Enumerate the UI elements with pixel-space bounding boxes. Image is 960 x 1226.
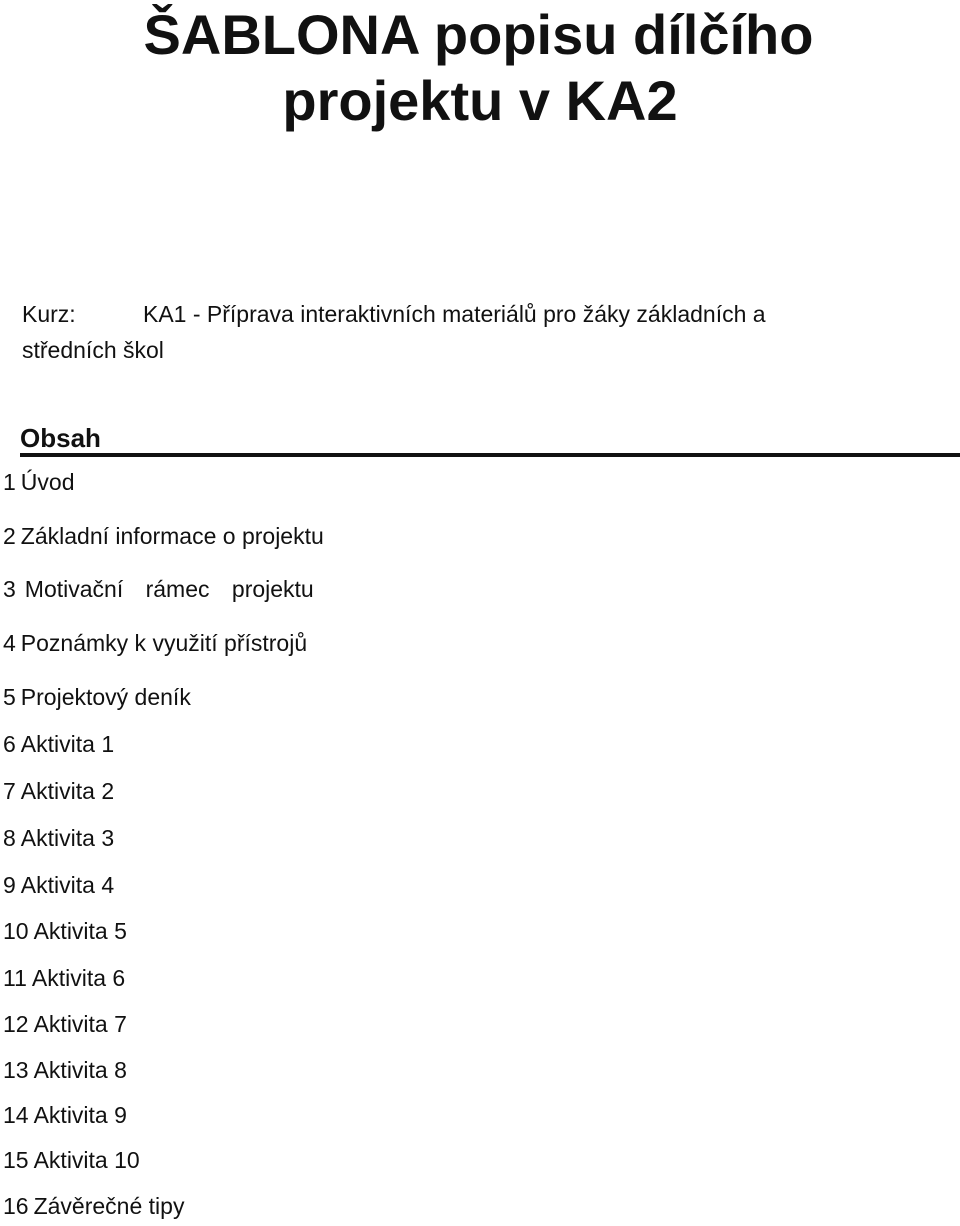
toc-item-number: 5 — [3, 684, 16, 710]
toc-item-zaverecne-tipy[interactable] — [3, 1186, 184, 1226]
toc-item-number: 10 — [3, 918, 29, 944]
course-value-line-1: KA1 - Příprava interaktivních materiálů pro žáky základních a — [143, 301, 766, 327]
toc-item-title: Základní informace o projektu — [20, 523, 324, 549]
toc-item-title: Aktivita 6 — [31, 965, 126, 991]
toc-item-zakladni-informace[interactable] — [3, 516, 324, 556]
toc-item-aktivita-6[interactable] — [3, 958, 125, 998]
toc-item-projektovy-denik[interactable] — [3, 677, 191, 717]
title-line-1: ŠABLONA popisu dílčího — [143, 3, 814, 66]
toc-item-number: 1 — [3, 469, 16, 495]
toc-item-number: 7 — [3, 778, 16, 804]
toc-item-number: 3 — [3, 576, 16, 602]
toc-item-number: 2 — [3, 523, 16, 549]
title-line-2: projektu v KA2 — [282, 69, 678, 132]
toc-item-title: Aktivita 9 — [33, 1102, 127, 1128]
toc-item-aktivita-7[interactable] — [3, 1004, 127, 1044]
toc-item-aktivita-5[interactable] — [3, 911, 127, 951]
toc-item-title: Úvod — [20, 469, 75, 495]
toc-item-motivacni-ramec[interactable] — [3, 569, 314, 609]
toc-item-number: 8 — [3, 825, 16, 851]
toc-item-aktivita-9[interactable] — [3, 1095, 127, 1135]
toc-item-title: Aktivita 1 — [20, 731, 115, 757]
course-info — [22, 296, 922, 368]
toc-item-title: Aktivita 3 — [20, 825, 115, 851]
toc-item-number: 6 — [3, 731, 16, 757]
course-value-line-2: středních škol — [22, 337, 164, 363]
toc-item-aktivita-2[interactable] — [3, 771, 114, 811]
toc-item-number: 9 — [3, 872, 16, 898]
toc-item-title: Závěrečné tipy — [33, 1193, 185, 1219]
toc-item-number: 4 — [3, 630, 16, 656]
toc-item-aktivita-1[interactable] — [3, 724, 114, 764]
toc-item-title: Aktivita 10 — [33, 1147, 140, 1173]
toc-heading: Obsah — [20, 423, 101, 453]
toc-item-number: 12 — [3, 1011, 29, 1037]
toc-item-title: Aktivita 8 — [33, 1057, 127, 1083]
toc-item-title: Motivační rámec projektu — [24, 576, 314, 602]
toc-item-poznamky[interactable] — [3, 623, 307, 663]
toc-item-number: 15 — [3, 1147, 29, 1173]
toc-item-title: Poznámky k využití přístrojů — [20, 630, 308, 656]
toc-heading-rule — [20, 417, 960, 457]
toc-item-title: Aktivita 4 — [20, 872, 115, 898]
document-title — [0, 2, 960, 134]
toc-item-uvod[interactable] — [3, 462, 75, 502]
course-label: Kurz: — [22, 301, 76, 327]
toc-item-aktivita-3[interactable] — [3, 818, 114, 858]
toc-item-title: Aktivita 7 — [33, 1011, 127, 1037]
toc-item-number: 11 — [3, 965, 27, 991]
toc-item-aktivita-8[interactable] — [3, 1050, 127, 1090]
toc-item-number: 14 — [3, 1102, 29, 1128]
toc-item-number: 16 — [3, 1193, 29, 1219]
toc-item-title: Projektový deník — [20, 684, 191, 710]
toc-item-title: Aktivita 5 — [33, 918, 127, 944]
toc-item-aktivita-10[interactable] — [3, 1140, 140, 1180]
toc-item-title: Aktivita 2 — [20, 778, 115, 804]
toc-item-number: 13 — [3, 1057, 29, 1083]
toc-item-aktivita-4[interactable] — [3, 865, 114, 905]
